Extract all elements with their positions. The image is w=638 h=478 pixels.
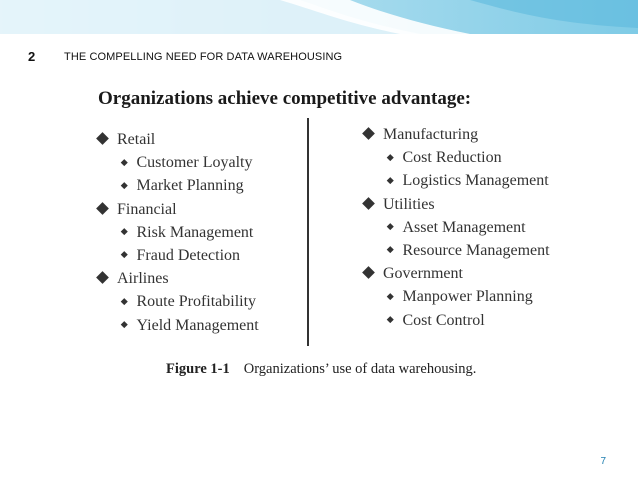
sector-label: Airlines (117, 270, 169, 288)
left-sector-list (96, 128, 259, 337)
small-diamond-bullet-icon (387, 177, 393, 183)
sector-heading (96, 128, 259, 151)
sector-heading (362, 193, 550, 216)
chapter-title: THE COMPELLING NEED FOR DATA WAREHOUSING (64, 51, 343, 63)
large-diamond-bullet-icon (362, 197, 375, 210)
slide-footer (0, 444, 638, 478)
small-diamond-bullet-icon (121, 159, 127, 165)
small-diamond-bullet-icon (121, 321, 127, 327)
section-heading: Organizations achieve competitive advantage: (98, 88, 472, 109)
large-diamond-bullet-icon (362, 127, 375, 140)
small-diamond-bullet-icon (387, 316, 393, 322)
small-diamond-bullet-icon (121, 252, 127, 258)
large-diamond-bullet-icon (96, 271, 109, 284)
sector-heading (96, 267, 259, 290)
column-divider (307, 118, 309, 346)
small-diamond-bullet-icon (121, 228, 127, 234)
list-item-label: Market Planning (136, 177, 244, 195)
list-item (362, 309, 550, 332)
sector-label: Financial (117, 200, 177, 218)
sector-label: Manufacturing (383, 126, 479, 143)
list-item-label: Logistics Management (402, 172, 549, 190)
sector-label: Government (383, 265, 463, 283)
large-diamond-bullet-icon (362, 266, 375, 279)
list-item-label: Risk Management (136, 223, 254, 241)
large-diamond-bullet-icon (96, 132, 109, 145)
figure-label: Figure 1-1 (166, 361, 230, 377)
list-item (96, 174, 259, 197)
list-item (362, 146, 550, 169)
small-diamond-bullet-icon (121, 298, 127, 304)
list-item-label: Fraud Detection (136, 246, 241, 264)
figure-caption (166, 361, 476, 378)
list-item-label: Yield Management (136, 316, 259, 334)
list-item (362, 239, 550, 262)
small-diamond-bullet-icon (387, 223, 393, 229)
list-item (96, 244, 259, 267)
large-diamond-bullet-icon (96, 202, 109, 215)
figure-caption-text: Organizations’ use of data warehousing. (243, 361, 477, 377)
slide-number: 7 (600, 456, 606, 467)
list-item (362, 216, 550, 239)
list-item-label: Customer Loyalty (136, 154, 253, 172)
list-item (362, 169, 550, 192)
book-page-number: 2 (28, 49, 36, 64)
sector-heading (362, 262, 550, 285)
sector-heading (96, 198, 259, 221)
list-item (96, 221, 259, 244)
list-item-label: Cost Control (402, 311, 485, 329)
small-diamond-bullet-icon (387, 293, 393, 299)
list-item-label: Manpower Planning (402, 288, 533, 306)
list-item (96, 151, 259, 174)
list-item (96, 314, 259, 337)
sector-label: Utilities (383, 195, 435, 213)
small-diamond-bullet-icon (387, 247, 393, 253)
list-item-label: Asset Management (402, 218, 526, 236)
right-sector-list (362, 123, 550, 332)
list-item (96, 290, 259, 313)
small-diamond-bullet-icon (387, 154, 393, 160)
header-wave-decoration (0, 0, 638, 34)
sector-heading (362, 123, 550, 146)
list-item-label: Route Profitability (136, 293, 257, 311)
list-item (362, 285, 550, 308)
list-item-label: Resource Management (402, 241, 550, 259)
list-item-label: Cost Reduction (402, 149, 502, 167)
small-diamond-bullet-icon (121, 182, 127, 188)
sector-label: Retail (117, 131, 156, 148)
